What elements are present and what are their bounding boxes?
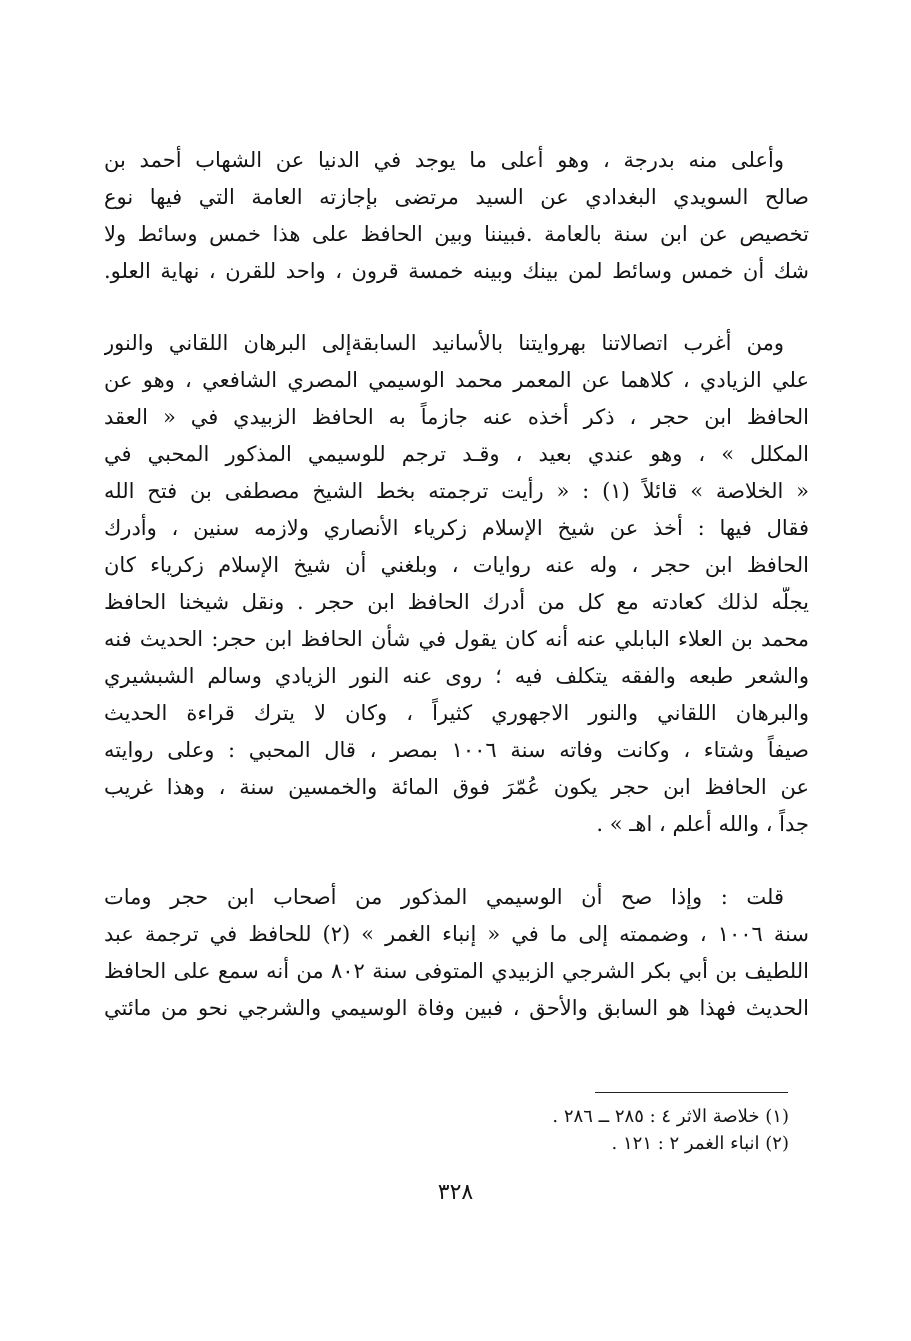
text-line: المكلل » ، وهو عندي بعيد ، وقـد ترجم للوسيمي المذكور المحبي في (104, 442, 809, 466)
text-line: الحديث فهذا هو السابق والأحق ، فبين وفاة الوسيمي والشرجي نحو من مائتي (104, 996, 809, 1020)
text-line: فقال فيها : أخذ عن شيخ الإسلام زكرياء الأنصاري ولازمه سنين ، وأدرك (104, 516, 809, 540)
text-line: محمد بن العلاء البابلي عنه أنه كان يقول في شأن الحافظ ابن حجر: الحديث فنه (104, 627, 809, 651)
text-line: ومن أغرب اتصالاتنا بهروايتنا بالأسانيد السابقةإلى البرهان اللقاني والنور (104, 331, 784, 355)
footnote: (٢) انباء الغمر ٢ : ١٢١ . (611, 1133, 789, 1154)
text-line: صالح السويدي البغدادي عن السيد مرتضى بإجازته العامة التي فيها نوع (104, 185, 809, 209)
text-line: « الخلاصة » قائلاً (١) : « رأيت ترجمته بخط الشيخ مصطفى بن فتح الله (104, 479, 809, 503)
text-line: الحافظ ابن حجر ، وله عنه روايات ، وبلغني أن شيخ الإسلام زكرياء كان (104, 553, 809, 577)
text-line: علي الزيادي ، كلاهما عن المعمر محمد الوسيمي المصري الشافعي ، وهو عن (104, 368, 809, 392)
text-line: تخصيص عن ابن سنة بالعامة .فبيننا وبين الحافظ على هذا خمس وسائط ولا (104, 222, 809, 246)
text-line: جداً ، والله أعلم ، اهـ » . (596, 812, 809, 836)
text-line: سنة ١٠٠٦ ، وضممته إلى ما في « إنباء الغمر » (٢) للحافظ في ترجمة عبد (104, 922, 809, 946)
text-line: والشعر طبعه والفقه يتكلف فيه ؛ روى عنه النور الزيادي وسالم الشبشيري (104, 664, 809, 688)
page-number: ٣٢٨ (437, 1180, 474, 1205)
text-line: الحافظ ابن حجر ، ذكر أخذه عنه جازماً به الحافظ الزبيدي في « العقد (104, 405, 809, 429)
text-line: صيفاً وشتاء ، وكانت وفاته سنة ١٠٠٦ بمصر ، قال المحبي : وعلى روايته (104, 738, 809, 762)
text-line: يجلّه لذلك كعادته مع كل من أدرك الحافظ ابن حجر . ونقل شيخنا الحافظ (104, 590, 809, 614)
text-line: عن الحافظ ابن حجر يكون عُمّرَ فوق المائة والخمسين سنة ، وهذا غريب (104, 775, 809, 799)
footnote: (١) خلاصة الاثر ٤ : ٢٨٥ ــ ٢٨٦ . (552, 1106, 789, 1127)
text-line: اللطيف بن أبي بكر الشرجي الزبيدي المتوفى سنة ٨٠٢ من أنه سمع على الحافظ (104, 959, 809, 983)
text-line: وأعلى منه بدرجة ، وهو أعلى ما يوجد في الدنيا عن الشهاب أحمد بن (104, 148, 784, 172)
footnote-divider (595, 1092, 788, 1093)
text-line: قلت : وإذا صح أن الوسيمي المذكور من أصحاب ابن حجر ومات (104, 885, 784, 909)
text-line: شك أن خمس وسائط لمن بينك وبينه خمسة قرون ، واحد للقرن ، نهاية العلو. (104, 259, 809, 283)
text-line: والبرهان اللقاني والنور الاجهوري كثيراً ، وكان لا يترك قراءة الحديث (104, 701, 809, 725)
